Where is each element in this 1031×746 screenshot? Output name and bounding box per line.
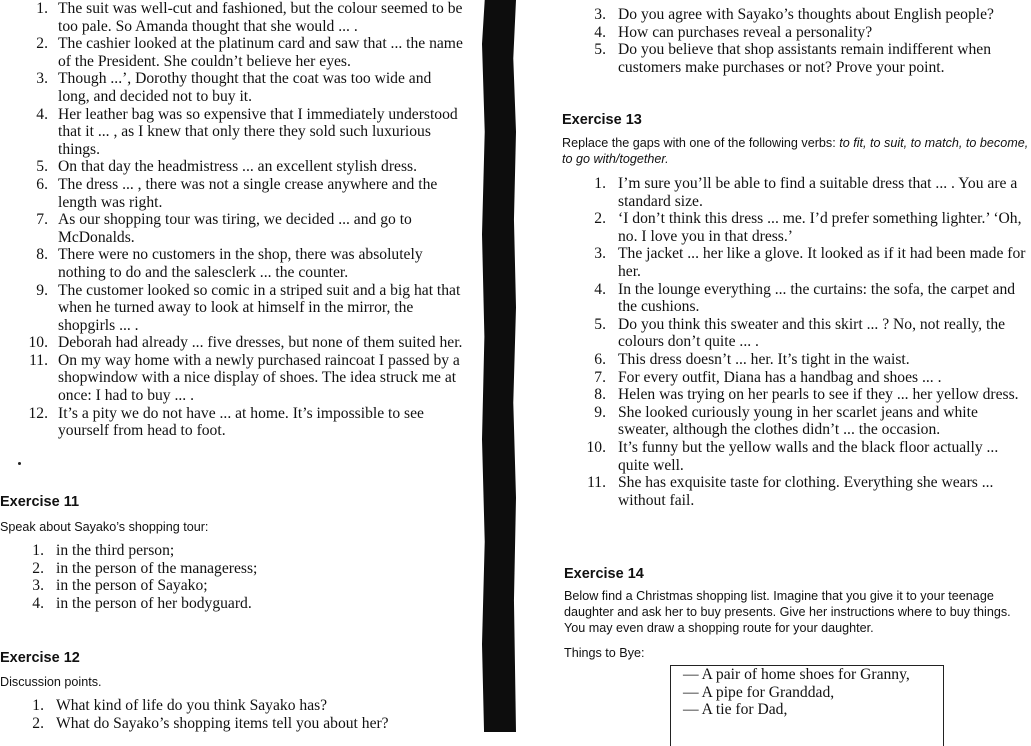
item-text: On my way home with a newly purchased raincoat I passed by a shopwindow with a nice display of shoes. The idea struck me at once: I had to buy ... .	[58, 351, 460, 405]
item-text: Though ...’, Dorothy thought that the coat was too wide and long, and decided not to buy it.	[58, 70, 432, 105]
list-item	[518, 386, 1028, 404]
item-number: 2.	[32, 714, 44, 732]
item-text: It’s a pity we do not have ... at home. It’s impossible to see yourself from head to foot.	[58, 404, 424, 440]
shopping-list-item: — A pipe for Granddad,	[683, 683, 835, 701]
item-number: 11.	[587, 474, 606, 492]
list-item	[0, 246, 464, 281]
list-item	[0, 352, 464, 405]
list-item	[0, 334, 464, 352]
list-item	[518, 245, 1028, 280]
gap-fill-list	[0, 0, 480, 440]
item-text: What kind of life do you think Sayako has?	[56, 697, 328, 714]
list-item	[0, 405, 464, 440]
list-item	[0, 595, 456, 613]
item-number: 3.	[594, 6, 606, 23]
shopping-list-item: — A pair of home shoes for Granny,	[683, 666, 910, 683]
exercise-14-title: Exercise 14	[564, 566, 644, 582]
item-number: 8.	[594, 386, 606, 404]
item-number: 9.	[594, 403, 606, 421]
item-text: in the person of Sayako;	[56, 577, 208, 595]
item-number: 1.	[32, 542, 44, 559]
left-page	[0, 0, 480, 732]
item-number: 1.	[32, 697, 44, 714]
item-number: 8.	[36, 246, 48, 264]
item-text: She has exquisite taste for clothing. Everything she wears ... without fail.	[618, 474, 994, 509]
item-text: On that day the headmistress ... an excellent stylish dress.	[58, 158, 418, 176]
item-number: 11.	[29, 351, 48, 369]
shopping-list-item: — A tie for Dad,	[683, 701, 788, 719]
shopping-list-heading: Things to Bye:	[564, 646, 645, 660]
item-number: 5.	[36, 158, 48, 176]
list-item	[0, 715, 456, 733]
item-number: 3.	[32, 577, 44, 595]
list-item	[518, 474, 1028, 509]
exercise-13-instruction	[562, 135, 1031, 167]
item-number: 9.	[36, 281, 48, 299]
item-number: 3.	[594, 245, 606, 263]
exercise-13-verbs: to fit, to suit, to match, to become, to go with/together.	[562, 136, 1029, 166]
item-text: She looked curiously young in her scarlet jeans and white sweater, although the clothes didn’t ... the occasion.	[618, 403, 978, 439]
exercise-13-title: Exercise 13	[562, 112, 642, 128]
list-item	[0, 158, 464, 176]
exercise-11-list	[0, 542, 480, 612]
list-item	[518, 175, 1028, 210]
item-text: The customer looked so comic in a striped suit and a big hat that when he turned away to look at himself in the mirror, the shopgirls ... .	[58, 281, 461, 334]
list-item	[518, 439, 1028, 474]
list-item	[0, 577, 456, 595]
exercise-11-instruction: Speak about Sayako’s shopping tour:	[0, 520, 209, 534]
item-text: The suit was well-cut and fashioned, but the colour seemed to be too pale. So Amanda thought that she would ... .	[58, 0, 463, 35]
item-text: What do Sayako’s shopping items tell you about her?	[56, 714, 389, 732]
item-text: As our shopping tour was tiring, we decided ... and go to McDonalds.	[58, 211, 412, 246]
item-text: in the person of her bodyguard.	[56, 594, 252, 612]
book-spine-shadow	[482, 0, 516, 732]
item-number: 6.	[36, 175, 48, 193]
list-item	[0, 176, 464, 211]
item-text: The cashier looked at the platinum card and saw that ... the name of the President. She couldn’t believe her eyes.	[58, 35, 463, 70]
exercise-12-list	[0, 697, 480, 732]
item-text: There were no customers in the shop, there was absolutely nothing to do and the salesclerk ... the counter.	[58, 246, 423, 281]
list-item	[518, 24, 1026, 42]
exercise-11-title: Exercise 11	[0, 494, 80, 510]
list-item	[0, 35, 464, 70]
exercise-12-title: Exercise 12	[0, 650, 80, 666]
list-item	[518, 281, 1028, 316]
exercise-13-list	[518, 175, 1031, 509]
item-text: Helen was trying on her pearls to see if they ... her yellow dress.	[618, 386, 1019, 404]
list-item	[0, 282, 464, 335]
list-item	[0, 70, 464, 105]
list-item	[518, 351, 1028, 369]
item-number: 1.	[594, 175, 606, 192]
list-item	[0, 211, 464, 246]
list-item	[518, 210, 1028, 245]
list-item	[0, 560, 456, 578]
item-number: 2.	[594, 210, 606, 228]
item-number: 2.	[32, 559, 44, 577]
item-text: Her leather bag was so expensive that I immediately understood that it ... , as I knew that only there they sold such luxurious things.	[58, 105, 458, 158]
item-number: 6.	[594, 350, 606, 368]
item-number: 5.	[594, 41, 606, 59]
item-text: The jacket ... her like a glove. It looked as if it had been made for her.	[618, 245, 1026, 280]
item-text: The dress ... , there was not a single crease anywhere and the length was right.	[58, 175, 438, 211]
list-item	[518, 316, 1028, 351]
item-number: 4.	[594, 280, 606, 298]
item-number: 5.	[594, 315, 606, 333]
right-page	[518, 0, 1031, 732]
item-number: 1.	[36, 0, 48, 17]
list-item	[518, 6, 1026, 24]
exercise-12-continued-list	[518, 6, 1031, 76]
list-item	[518, 404, 1028, 439]
bullet-dot	[18, 462, 21, 465]
item-text: How can purchases reveal a personality?	[618, 23, 873, 41]
exercise-14-instruction: Below find a Christmas shopping list. Imagine that you give it to your teenage daughter and ask her to buy presents. Give her instructions where to buy things. You may even draw a shopping route for your daughter.	[564, 589, 1011, 635]
list-item	[0, 542, 456, 560]
item-text: Do you think this sweater and this skirt ... ? No, not really, the colours don’t quite ... .	[618, 315, 1006, 351]
item-number: 4.	[36, 105, 48, 123]
item-text: For every outfit, Diana has a handbag and shoes ... .	[618, 368, 942, 386]
list-item	[0, 0, 464, 35]
item-text: Do you believe that shop assistants remain indifferent when customers make purchases or not? Prove your point.	[618, 41, 992, 76]
item-number: 10.	[586, 438, 606, 456]
item-number: 4.	[32, 594, 44, 612]
list-item	[0, 106, 464, 159]
item-text: in the third person;	[56, 542, 175, 559]
item-number: 2.	[36, 35, 48, 53]
item-text: It’s funny but the yellow walls and the black floor actually ... quite well.	[618, 438, 999, 474]
shopping-list-box	[670, 665, 944, 746]
item-number: 4.	[594, 23, 606, 41]
item-number: 7.	[36, 211, 48, 229]
item-text: I’m sure you’ll be able to find a suitable dress that ... . You are a standard size.	[618, 175, 1018, 210]
exercise-12-instruction: Discussion points.	[0, 675, 102, 689]
list-item	[518, 41, 1026, 76]
list-item	[518, 369, 1028, 387]
item-number: 7.	[594, 368, 606, 386]
exercise-13-instruction-text: Replace the gaps with one of the following verbs:	[562, 136, 840, 150]
item-text: Do you agree with Sayako’s thoughts about English people?	[618, 6, 994, 23]
item-text: Deborah had already ... five dresses, but none of them suited her.	[58, 334, 463, 352]
item-text: This dress doesn’t ... her. It’s tight in the waist.	[618, 350, 910, 368]
item-text: In the lounge everything ... the curtains: the sofa, the carpet and the cushions.	[618, 280, 1016, 316]
item-text: in the person of the manageress;	[56, 559, 258, 577]
item-text: ‘I don’t think this dress ... me. I’d prefer something lighter.’ ‘Oh, no. I love you in that dress.’	[618, 210, 1022, 245]
item-number: 12.	[28, 404, 48, 422]
list-item	[0, 697, 456, 715]
item-number: 10.	[28, 334, 48, 352]
item-number: 3.	[36, 70, 48, 88]
